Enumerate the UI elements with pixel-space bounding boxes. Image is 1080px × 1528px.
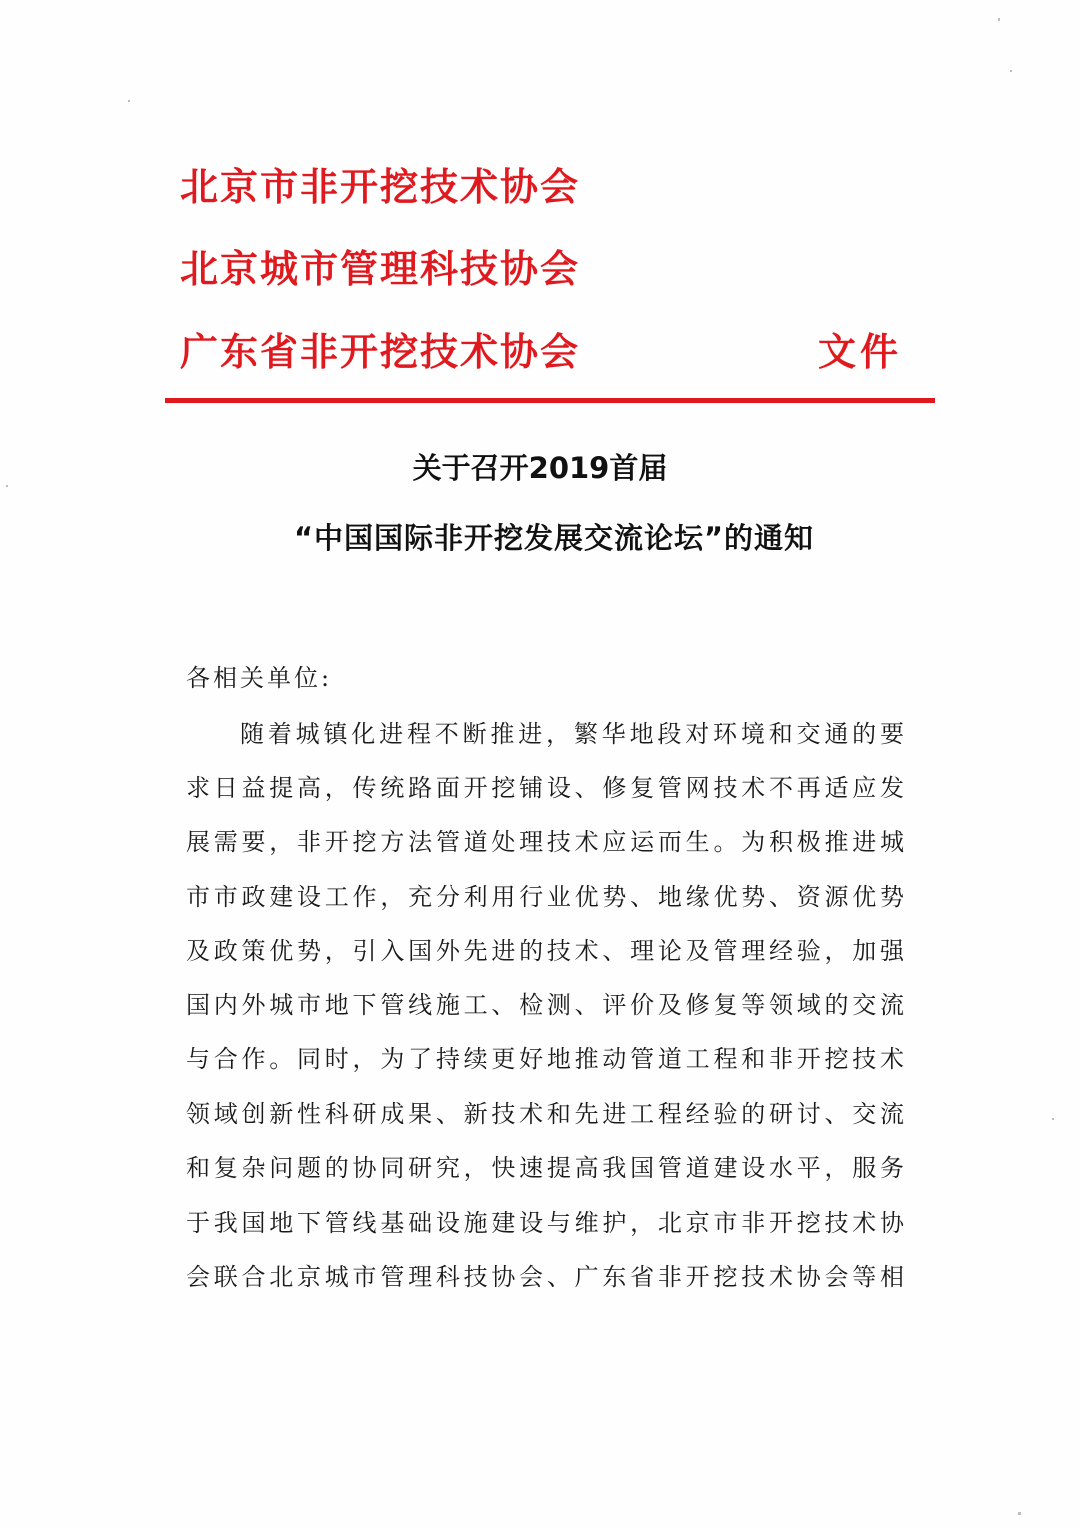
body-line: 于我国地下管线基础设施建设与维护，北京市非开挖技术协	[186, 1209, 904, 1237]
body-line: 领域创新性科研成果、新技术和先进工程经验的研讨、交流	[186, 1100, 904, 1128]
body-line: 展需要，非开挖方法管道处理技术应运而生。为积极推进城	[186, 828, 904, 856]
body-line: 会联合北京城市管理科技协会、广东省非开挖技术协会等相	[186, 1263, 904, 1291]
scan-speck	[1018, 1512, 1021, 1515]
issuer-name-1: 北京市非开挖技术协会	[180, 165, 581, 209]
body-line: 随着城镇化进程不断推进，繁华地段对环境和交通的要	[240, 720, 904, 748]
issuer-name-3: 广东省非开挖技术协会	[180, 330, 581, 374]
body-line: 市市政建设工作，充分利用行业优势、地缘优势、资源优势	[186, 883, 904, 911]
scan-speck	[1052, 1118, 1054, 1120]
scan-speck	[6, 485, 8, 487]
body-line: 求日益提高，传统路面开挖铺设、修复管网技术不再适应发	[186, 774, 904, 802]
scan-speck	[998, 18, 1000, 21]
notice-title-line-1: 关于召开2019首届	[412, 451, 668, 485]
scan-speck	[128, 100, 130, 102]
salutation: 各相关单位:	[186, 664, 333, 692]
issuer-name-2: 北京城市管理科技协会	[180, 247, 581, 291]
body-line: 国内外城市地下管线施工、检测、评价及修复等领域的交流	[186, 991, 904, 1019]
document-type-label: 文件	[818, 330, 903, 374]
red-header-rule	[165, 398, 935, 403]
notice-title-line-2: “中国国际非开挖发展交流论坛”的通知	[293, 521, 815, 555]
scan-speck	[1010, 70, 1012, 72]
body-line: 和复杂问题的协同研究，快速提高我国管道建设水平，服务	[186, 1154, 904, 1182]
body-line: 与合作。同时，为了持续更好地推动管道工程和非开挖技术	[186, 1045, 904, 1073]
body-line: 及政策优势，引入国外先进的技术、理论及管理经验，加强	[186, 937, 904, 965]
